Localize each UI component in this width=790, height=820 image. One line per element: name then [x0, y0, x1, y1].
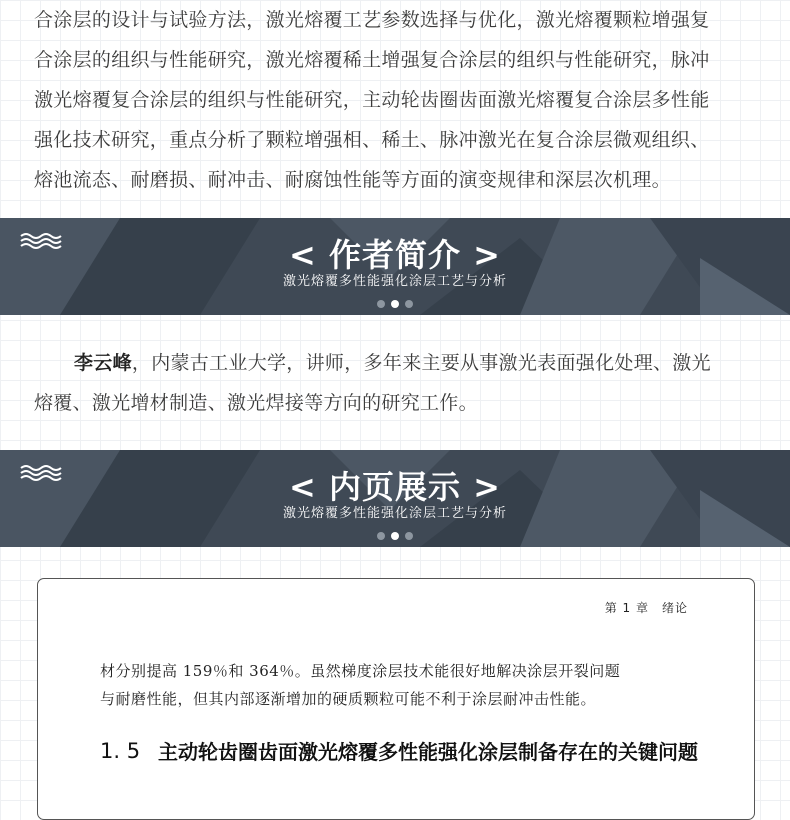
- author-name: 李云峰: [74, 352, 132, 374]
- author-line: 熔覆、激光增材制造、激光焊接等方向的研究工作。: [34, 392, 478, 414]
- chapter-header: 第 1 章 绪论: [604, 601, 688, 615]
- pagination-dots: [0, 293, 790, 312]
- banner-title: < 作者简介 >: [289, 236, 501, 274]
- intro-line: 合涂层的组织与性能研究，激光熔覆稀土增强复合涂层的组织与性能研究，脉冲: [34, 49, 710, 71]
- dot: [405, 300, 413, 308]
- banner-subtitle: 激光熔覆多性能强化涂层工艺与分析: [282, 506, 507, 521]
- author-banner: [0, 218, 790, 315]
- intro-line: 熔池流态、耐磨损、耐冲击、耐腐蚀性能等方面的演变规律和深层次机理。: [34, 169, 671, 191]
- page-preview-card: [37, 578, 755, 820]
- author-paragraph: [34, 343, 758, 423]
- page-line: 与耐磨性能，但其内部逐渐增加的硬质颗粒可能不利于涂层耐冲击性能。: [100, 690, 597, 708]
- pages-banner: [0, 450, 790, 547]
- dot: [405, 532, 413, 540]
- intro-paragraph: [34, 0, 758, 200]
- banner-subtitle: 激光熔覆多性能强化涂层工艺与分析: [282, 274, 507, 289]
- section-number: 1. 5: [100, 739, 141, 763]
- author-line: ，内蒙古工业大学，讲师，多年来主要从事激光表面强化处理、激光: [131, 352, 711, 374]
- dot: [377, 300, 385, 308]
- dot: [377, 532, 385, 540]
- intro-line: 强化技术研究，重点分析了颗粒增强相、稀土、脉冲激光在复合涂层微观组织、: [34, 129, 710, 151]
- page-line: 材分别提高 159％和 364％。虽然梯度涂层技术能很好地解决涂层开裂问题: [100, 662, 621, 680]
- page-body-text: [100, 657, 720, 713]
- dot-active: [391, 532, 399, 540]
- pagination-dots: [0, 525, 790, 544]
- section-title: 主动轮齿圈齿面激光熔覆多性能强化涂层制备存在的关键问题: [158, 740, 698, 764]
- intro-line: 激光熔覆复合涂层的组织与性能研究，主动轮齿圈齿面激光熔覆复合涂层多性能: [34, 89, 710, 111]
- intro-line: 合涂层的设计与试验方法，激光熔覆工艺参数选择与优化，激光熔覆颗粒增强复: [34, 9, 710, 31]
- banner-title: < 内页展示 >: [289, 468, 501, 506]
- dot-active: [391, 300, 399, 308]
